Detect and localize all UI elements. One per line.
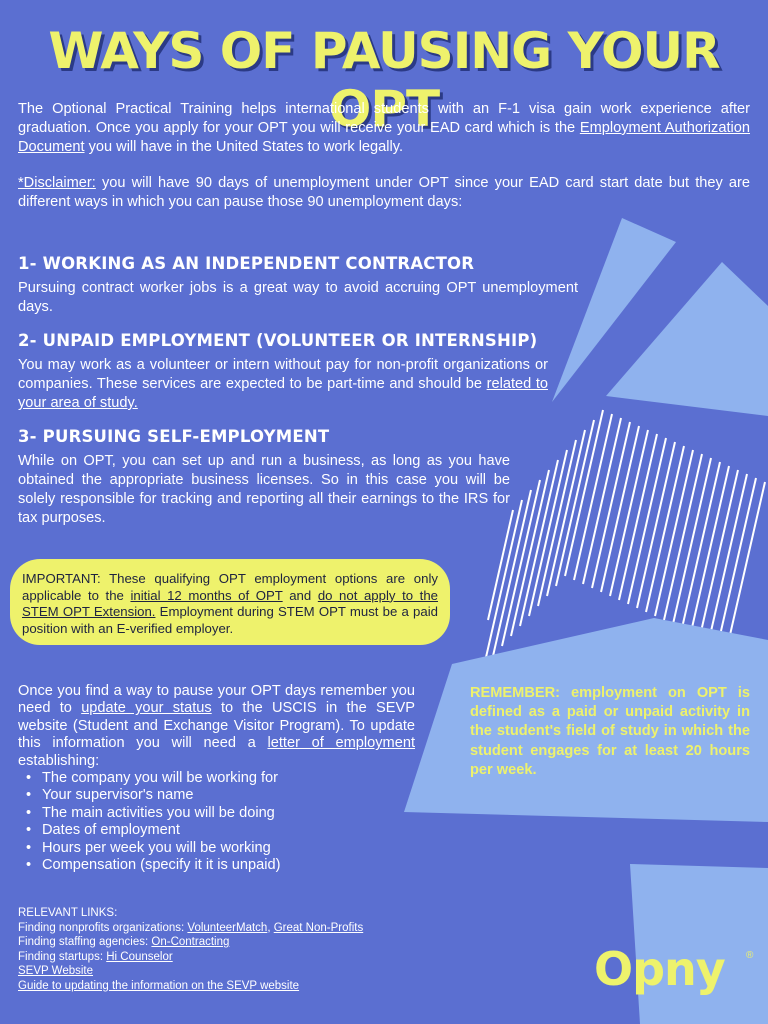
intro-text: The Optional Practical Training helps international students with an F-1 visa gain work experience after graduation. Once you apply for your OPT you will receive your EAD card which is the: [18, 101, 750, 136]
section-2-text: You may work as a volunteer or intern without pay for non-profit organizations or companies. These services are expected to be part-time and should be: [18, 357, 548, 392]
letter-of-employment-link[interactable]: letter of employment: [267, 735, 416, 752]
disclaimer-label: *Disclaimer:: [18, 175, 96, 191]
staffing-line: [18, 935, 438, 950]
relevant-links: [18, 906, 438, 994]
stem-opt-link[interactable]: do not apply to the STEM OPT Extension.: [22, 587, 438, 619]
ead-link[interactable]: Employment Authorization Document: [18, 120, 750, 155]
important-text: [22, 571, 438, 637]
important-t1: IMPORTANT: These qualifying OPT employment options are only applicable to the: [22, 571, 438, 603]
intro-text-end: you will have in the United States to work legally.: [84, 139, 404, 155]
volunteermatch-link[interactable]: VolunteerMatch: [187, 921, 268, 934]
important-callout: [10, 559, 450, 645]
hi-counselor-link[interactable]: Hi Counselor: [106, 950, 173, 963]
on-contracting-link[interactable]: On-Contracting: [151, 936, 230, 949]
sevp-guide-link[interactable]: Guide to updating the information on the SEVP website: [18, 979, 300, 992]
opny-logo: Opny: [594, 942, 725, 996]
sevp-website-link[interactable]: SEVP Website: [18, 965, 94, 978]
update-t2: to the USCIS in the SEVP website (Student and Exchange Visitor Program). To update this information you will need a: [18, 700, 415, 752]
update-t1: Once you find a way to pause your OPT days remember you need to: [18, 683, 415, 717]
initial-12-months-link[interactable]: initial 12 months of OPT: [130, 587, 283, 603]
staffing-label: Finding staffing agencies:: [18, 936, 152, 949]
section-1-body: Pursuing contract worker jobs is a great way to avoid accruing OPT unemployment days.: [18, 280, 578, 315]
update-status-link[interactable]: update your status: [81, 700, 212, 717]
list-item: • The company you will be working for: [42, 770, 415, 787]
registered-mark: ®: [746, 950, 754, 961]
great-nonprofits-link[interactable]: Great Non-Profits: [273, 921, 364, 934]
update-t3: establishing:: [18, 752, 100, 769]
important-t2: and: [282, 587, 318, 603]
update-paragraph: [18, 683, 415, 770]
nonprofits-line: [18, 921, 438, 936]
links-comma: ,: [267, 921, 274, 934]
section-3-heading: 3- PURSUING SELF-EMPLOYMENT: [18, 427, 330, 446]
disclaimer-text: you will have 90 days of unemployment under OPT since your EAD card start date but they are different ways in which you can pause those 90 unemployment days:: [18, 175, 750, 210]
section-1-heading: 1- WORKING AS AN INDEPENDENT CONTRACTOR: [18, 254, 475, 273]
nonprofits-label: Finding nonprofits organizations:: [18, 921, 188, 934]
list-item: • Hours per week you will be working: [42, 840, 415, 857]
section-2-heading: 2- UNPAID EMPLOYMENT (VOLUNTEER OR INTERNSHIP): [18, 331, 538, 350]
important-t3: Employment during STEM OPT must be a paid position with an E-verified employer.: [22, 604, 438, 636]
section-3-body: While on OPT, you can set up and run a business, as long as you have obtained the appropriate business licenses. So in this case you will be solely responsible for tracking and reporting all their earnings to the IRS for tax purposes.: [18, 453, 510, 526]
update-section: [18, 683, 415, 874]
disclaimer-paragraph: [18, 174, 750, 212]
list-item: • The main activities you will be doing: [42, 805, 415, 822]
list-item: • Compensation (specify it it is unpaid): [42, 857, 415, 874]
startups-label: Finding startups:: [18, 950, 107, 963]
links-heading: RELEVANT LINKS:: [18, 907, 118, 919]
requirements-list: [18, 770, 415, 874]
area-of-study-link[interactable]: related to your area of study.: [18, 376, 548, 411]
list-item: • Dates of employment: [42, 822, 415, 839]
intro-paragraph: [18, 100, 750, 157]
list-item: • Your supervisor's name: [42, 787, 415, 804]
page-title: WAYS OF PAUSING YOUR OPT: [48, 22, 720, 138]
remember-note: REMEMBER: employment on OPT is defined as a paid or unpaid activity in the student's field of study in which the student engages for at least 20 hours per week.: [470, 685, 750, 778]
section-2-body: [18, 356, 548, 413]
startups-line: [18, 950, 438, 965]
